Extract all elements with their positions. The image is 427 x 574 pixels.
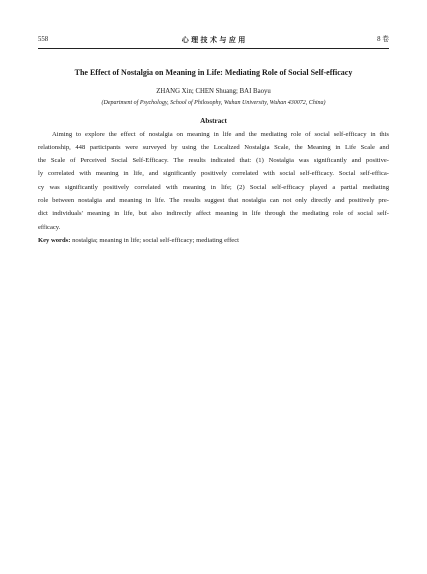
keywords-text: nostalgia; meaning in life; social self-efficacy; mediating effect [70,236,239,244]
abstract-line: the Scale of Perceived Social Self-Efficacy. The results indicated that: (1) Nostalgia was significantly and positive- [38,157,389,165]
abstract-line: efficacy. [38,223,61,231]
page-number: 558 [38,36,49,43]
journal-name: 心 理 技 术 与 应 用 [181,35,246,44]
abstract-line: ly correlated with meaning in life, and significantly positively correlated with social self-efficacy. Social self-effica- [38,170,389,178]
abstract-body [38,128,389,248]
abstract-line: relationship, 448 participants were surveyed by using the Localized Nostalgia Scale, the Meaning in Life Scale and [38,143,389,151]
abstract-line: Aiming to explore the effect of nostalgia on meaning in life and the mediating role of social self-efficacy in this [52,130,389,138]
volume-label: 8 卷 [377,36,389,43]
author-list: ZHANG Xin; CHEN Shuang; BAI Baoyu [156,88,271,95]
header-rule [38,48,389,49]
abstract-line: dict individuals' meaning in life, but also indirectly affect meaning in life through the mediating role of social self- [38,210,389,218]
affiliation: (Department of Psychology, School of Philosophy, Wuhan University, Wuhan 430072, China) [101,99,326,106]
abstract-heading: Abstract [200,117,227,125]
keywords-line [38,234,389,247]
paper-title: The Effect of Nostalgia on Meaning in Life: Mediating Role of Social Self-efficacy [74,68,353,77]
abstract-line: cy was significantly positively correlated with meaning in life; (2) Social self-efficacy played a partial mediating [38,183,389,191]
keywords-label: Key words: [38,236,71,244]
abstract-line: role between nostalgia and meaning in life. The results suggest that nostalgia can not only directly and positively pre- [38,196,389,204]
